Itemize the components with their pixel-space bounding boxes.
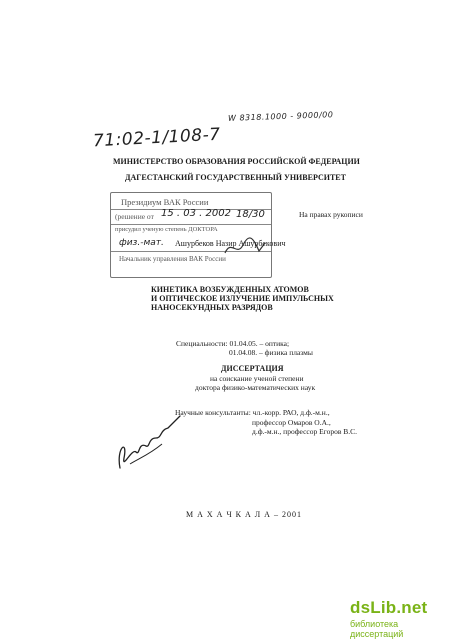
stamp-field: физ.-мат. xyxy=(119,238,164,248)
city-year: М А Х А Ч К А Л А – 2001 xyxy=(186,510,302,519)
ministry-heading: МИНИСТЕРСТВО ОБРАЗОВАНИЯ РОССИЙСКОЙ ФЕДЕРАЦИИ xyxy=(113,157,360,166)
degree-line2: доктора физико-математических наук xyxy=(195,383,316,392)
stamp-presidium: Президиум ВАК России xyxy=(121,197,209,207)
consultants-line1: Научные консультанты: чл.-корр. РАО, д.ф.-м.н., xyxy=(175,408,330,417)
dissertation-title-line1: КИНЕТИКА ВОЗБУЖДЕННЫХ АТОМОВ xyxy=(151,285,309,294)
stamp-date: 15 . 03 . 2002 xyxy=(161,208,231,219)
stamp-degree: присудил ученую степень ДОКТОРА xyxy=(115,226,218,233)
author-name: Ашурбеков Назир Ашурбекович xyxy=(175,239,286,248)
dslib-logo-text: dsLib.net xyxy=(350,598,428,617)
consultants-line2: профессор Омаров О.А., xyxy=(252,418,331,427)
vak-approval-stamp xyxy=(110,192,272,278)
university-heading: ДАГЕСТАНСКИЙ ГОСУДАРСТВЕННЫЙ УНИВЕРСИТЕТ xyxy=(125,173,346,182)
handwritten-catalog-code: 71:02-1/108-7 xyxy=(92,124,222,152)
manuscript-rights-note: На правах рукописи xyxy=(299,210,363,219)
specialty-plasma: 01.04.08. – физика плазмы xyxy=(229,348,313,357)
stamp-number: 18/30 xyxy=(236,209,265,220)
dslib-caption: библиотека диссертаций xyxy=(350,619,404,639)
specialty-optics: Специальности: 01.04.05. – оптика; xyxy=(176,339,290,348)
dissertation-title-line3: НАНОСЕКУНДНЫХ РАЗРЯДОВ xyxy=(151,303,273,312)
author-signature xyxy=(110,408,190,478)
document-type-heading: ДИССЕРТАЦИЯ xyxy=(221,364,284,373)
stamp-date-prefix: (решение от xyxy=(115,212,154,221)
degree-line1: на соискание ученой степени xyxy=(210,374,304,383)
consultants-line3: д.ф.-м.н., профессор Егоров В.С. xyxy=(252,427,357,436)
dissertation-title-line2: И ОПТИЧЕСКОЕ ИЗЛУЧЕНИЕ ИМПУЛЬСНЫХ xyxy=(151,294,334,303)
handwritten-archive-note: W 8318.1000 - 9000/00 xyxy=(227,110,334,123)
stamp-chief: Начальник управления ВАК России xyxy=(119,255,226,263)
dslib-watermark xyxy=(350,598,450,639)
